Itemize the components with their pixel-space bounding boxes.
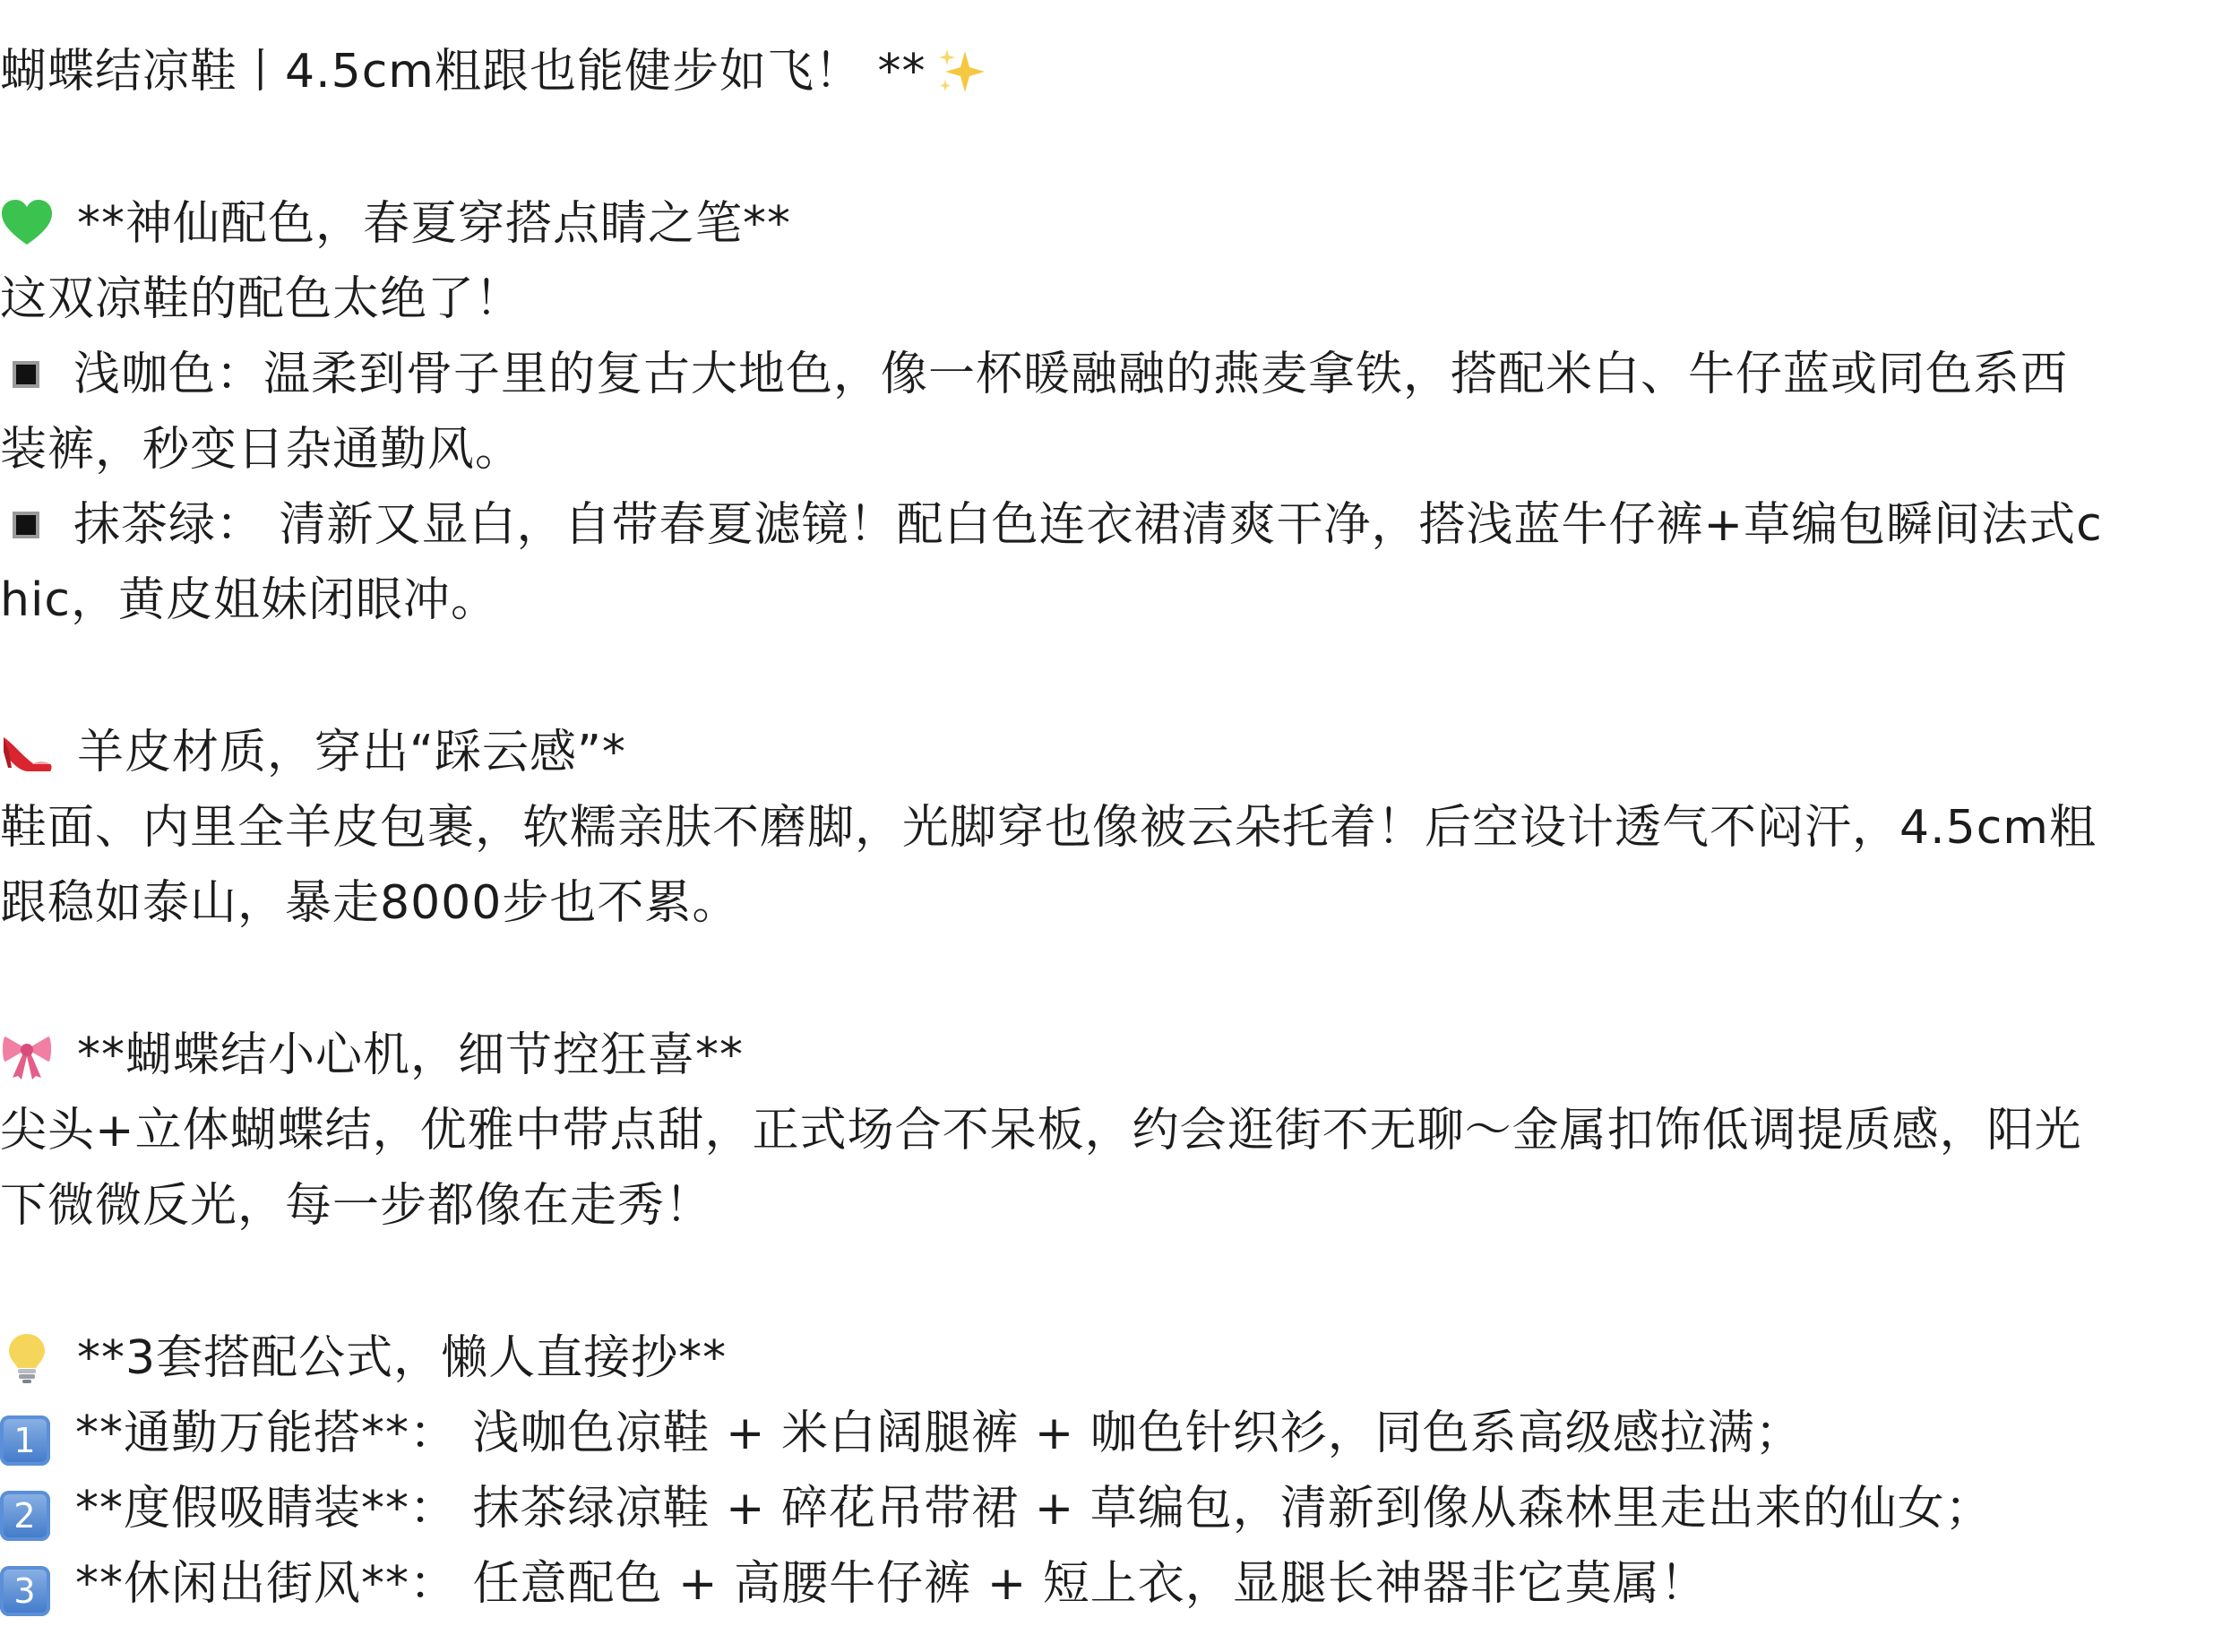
formula-1-line (0, 1396, 2220, 1471)
light-bulb-icon (0, 1330, 54, 1384)
section4-heading-line (0, 1321, 2220, 1396)
section1-heading: **神仙配色，春夏穿搭点睛之笔** (77, 197, 792, 251)
high-heel-icon (0, 725, 54, 779)
section1-item2-line2: hic，黄皮姐妹闭眼冲。 (0, 573, 498, 627)
section3-body-line2: 下微微反光，每一步都像在走秀！ (0, 1179, 713, 1233)
section1-item2-line1 (0, 487, 2220, 563)
keycap-number-icon: 2 (0, 1491, 50, 1541)
black-square-bullet-icon (13, 512, 39, 538)
section3-heading-line (0, 1018, 2220, 1093)
section1-heading-line (0, 186, 2220, 262)
formula-3-text: **休闲出街风**： 任意配色 + 高腰牛仔裤 + 短上衣，显腿长神器非它莫属！ (75, 1557, 1708, 1611)
section4-heading: **3套搭配公式，懒人直接抄** (77, 1331, 728, 1385)
formula-2-text: **度假吸睛装**： 抹茶绿凉鞋 + 碎花吊带裙 + 草编包，清新到像从森林里走出来的仙女； (75, 1482, 1993, 1536)
title-text: 蝴蝶结凉鞋丨4.5cm粗跟也能健步如飞！ ** (0, 45, 926, 99)
ribbon-bow-icon (0, 1028, 54, 1081)
item1-text: 浅咖色：温柔到骨子里的复古大地色，像一杯暖融融的燕麦拿铁，搭配米白、牛仔蓝或同色系西 (73, 348, 2069, 401)
section1-intro: 这双凉鞋的配色太绝了！ (0, 272, 523, 326)
section2-heading: 羊皮材质，穿出“踩云感”* (77, 726, 626, 779)
formula-2-line (0, 1471, 2220, 1546)
green-heart-icon (0, 196, 54, 250)
title-line (0, 34, 2220, 109)
sparkles-icon (934, 44, 988, 98)
item2-text: 抹茶绿： 清新又显白，自带春夏滤镜！配白色连衣裙清爽干净，搭浅蓝牛仔裤+草编包瞬间法式c (73, 498, 2103, 552)
section2-body-line1: 鞋面、内里全羊皮包裹，软糯亲肤不磨脚，光脚穿也像被云朵托着！后空设计透气不闷汗，4.5cm粗 (0, 801, 2097, 855)
keycap-number-icon: 3 (0, 1566, 50, 1616)
section2-heading-line (0, 715, 2220, 790)
keycap-number-icon: 1 (0, 1415, 50, 1466)
section3-heading: **蝴蝶结小心机，细节控狂喜** (77, 1028, 745, 1082)
section3-body-line1: 尖头+立体蝴蝶结，优雅中带点甜，正式场合不呆板，约会逛街不无聊～金属扣饰低调提质感，阳光 (0, 1104, 2082, 1157)
section1-item1-line2: 装裤，秒变日杂通勤风。 (0, 423, 523, 477)
formula-1-text: **通勤万能搭**： 浅咖色凉鞋 + 米白阔腿裤 + 咖色针织衫，同色系高级感拉满； (75, 1407, 1803, 1460)
formula-3-line (0, 1546, 2220, 1622)
section1-item1-line1 (0, 337, 2220, 412)
section2-body-line2: 跟稳如泰山，暴走8000步也不累。 (0, 876, 740, 930)
black-square-bullet-icon (13, 361, 39, 388)
